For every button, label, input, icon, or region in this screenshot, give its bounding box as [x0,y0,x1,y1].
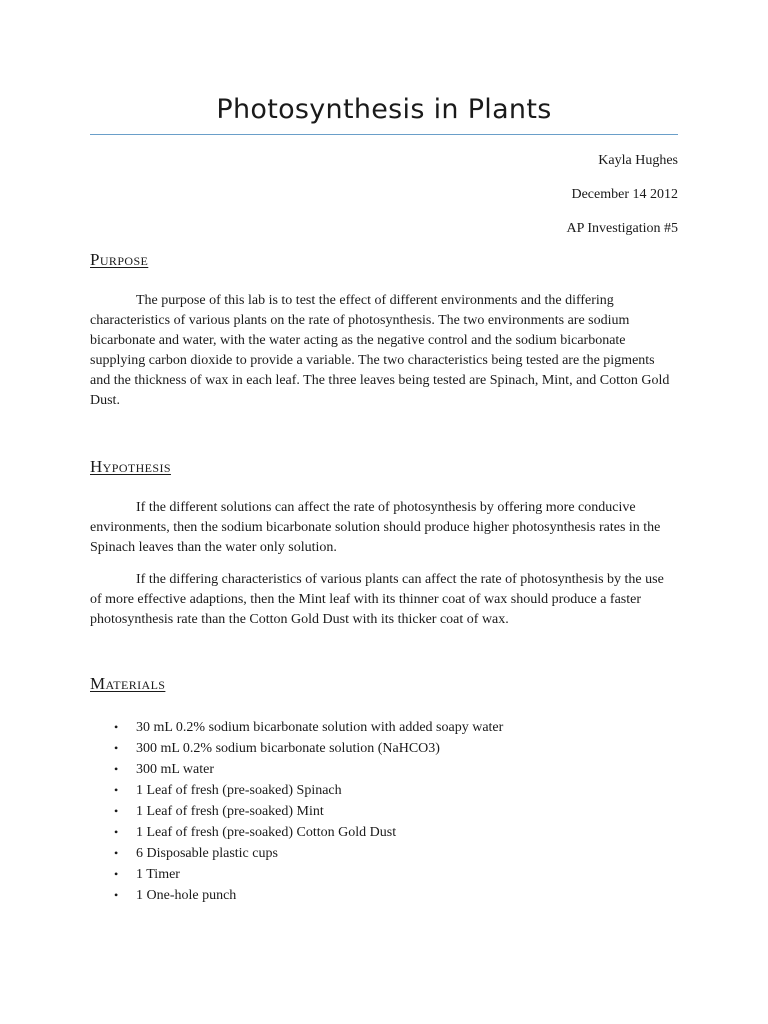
bullet-icon: • [114,804,119,818]
document-date: December 14 2012 [571,187,678,202]
list-item [90,843,678,864]
purpose-paragraph: The purpose of this lab is to test the effect of different environments and the differing characteristics of various plants on the rate of photosynthesis. The two environments are sodium bicarbonate and water, with the water acting as the negative control and the sodium bicarbonate supplying carbon dioxide to provide a variable. The two characteristics being tested are the pigments and the thickness of wax in each leaf. The three leaves being tested are Spinach, Mint, and Cotton Gold Dust. [90,293,670,408]
material-text: 1 Leaf of fresh (pre-soaked) Cotton Gold Dust [136,825,397,840]
list-item [90,738,678,759]
list-item [90,717,678,738]
bullet-icon: • [114,846,119,860]
hypothesis-paragraph-1: If the different solutions can affect the rate of photosynthesis by offering more conducive environments, then the sodium bicarbonate solution should produce higher photosynthesis rates in the Spinach leaves than the water only solution. [90,500,661,555]
bullet-icon: • [114,762,119,776]
investigation-label: AP Investigation #5 [566,221,678,236]
material-text: 30 mL 0.2% sodium bicarbonate solution with added soapy water [136,720,504,735]
material-text: 1 One-hole punch [136,888,237,903]
list-item [90,780,678,801]
list-item [90,759,678,780]
hypothesis-heading: Hypothesis [90,457,171,476]
material-text: 1 Leaf of fresh (pre-soaked) Mint [136,804,324,819]
author-name: Kayla Hughes [598,153,678,168]
material-text: 1 Timer [136,867,180,882]
document-meta [90,151,678,239]
bullet-icon: • [114,720,119,734]
title-underline-rule [90,134,678,135]
purpose-heading: Purpose [90,250,149,269]
list-item [90,885,678,906]
bullet-icon: • [114,867,119,881]
list-item [90,864,678,885]
materials-heading: Materials [90,674,166,693]
hypothesis-paragraph-2: If the differing characteristics of various plants can affect the rate of photosynthesis by the use of more effective adaptions, then the Mint leaf with its thinner coat of wax should produce a faster photosynthesis rate than the Cotton Gold Dust with its thicker coat of wax. [90,572,664,627]
material-text: 6 Disposable plastic cups [136,846,278,861]
bullet-icon: • [114,783,119,797]
bullet-icon: • [114,888,119,902]
bullet-icon: • [114,741,119,755]
document-title: Photosynthesis in Plants [216,94,552,125]
list-item [90,822,678,843]
material-text: 1 Leaf of fresh (pre-soaked) Spinach [136,783,342,798]
material-text: 300 mL water [136,762,215,777]
material-text: 300 mL 0.2% sodium bicarbonate solution (NaHCO3) [136,741,440,756]
materials-list [90,717,678,906]
list-item [90,801,678,822]
bullet-icon: • [114,825,119,839]
